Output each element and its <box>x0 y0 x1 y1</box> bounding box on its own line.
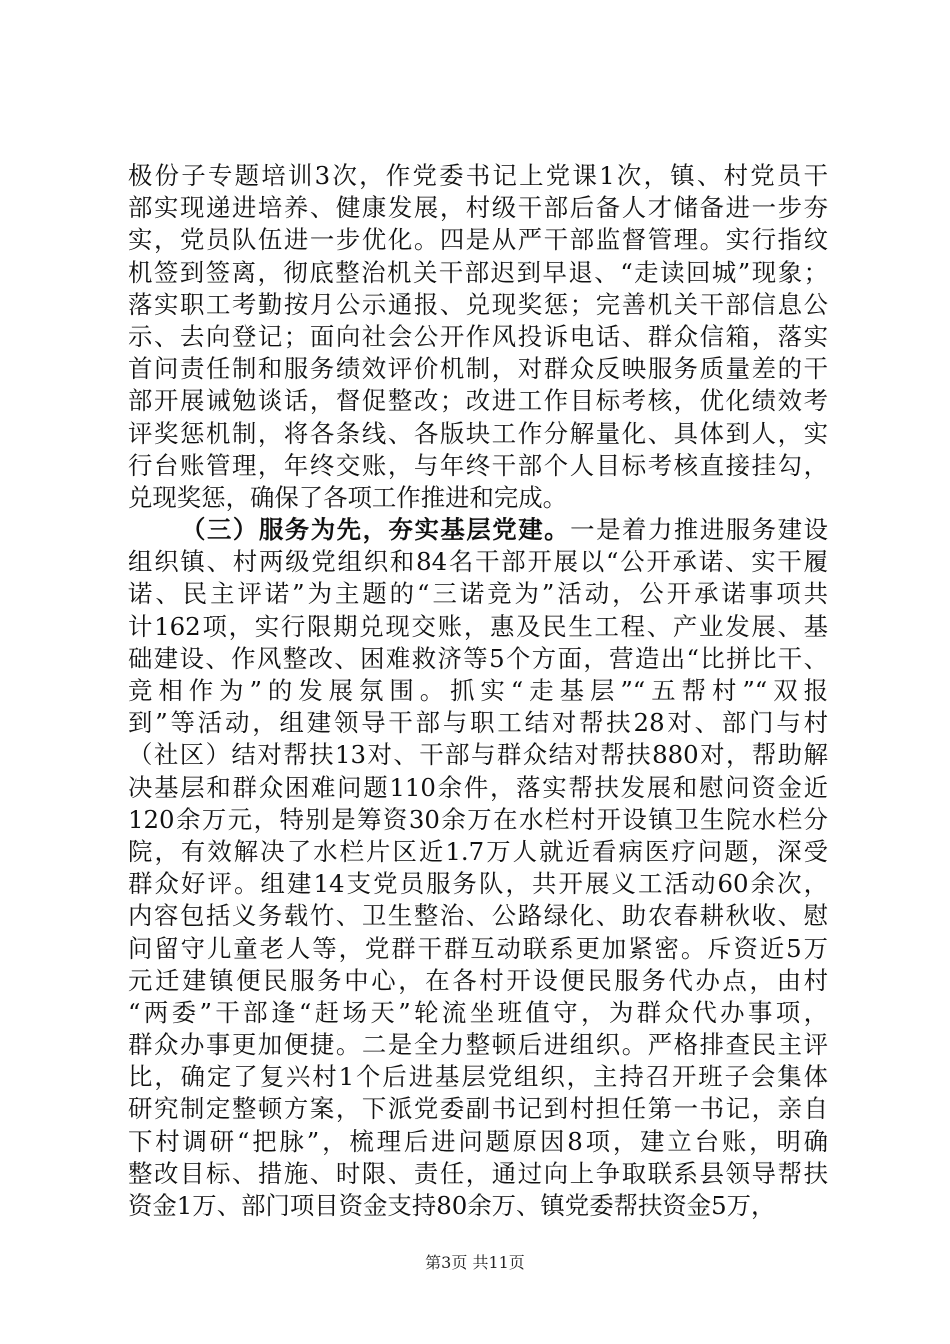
paragraph-1 <box>128 160 828 514</box>
text-line: 计162项，实行限期兑现交账，惠及民生工程、产业发展、基 <box>128 611 828 641</box>
text-line: 竞相作为”的发展氛围。抓实“走基层”“五帮村”“双报 <box>128 676 828 705</box>
text-line: 部开展诫勉谈话，督促整改；改进工作目标考核，优化绩效考 <box>128 386 828 416</box>
text-line: “两委”干部逢“赶场天”轮流坐班值守，为群众代办事项， <box>128 997 828 1027</box>
text-line: 实，党员队伍进一步优化。四是从严干部监督管理。实行指纹 <box>128 225 828 255</box>
page-footer: 第3页 共11页 <box>425 1253 525 1272</box>
text-line: 比，确定了复兴村1个后进基层党组织，主持召开班子会集体 <box>128 1062 828 1092</box>
document-body <box>128 160 828 1222</box>
text-line: 落实职工考勤按月公示通报、兑现奖惩；完善机关干部信息公 <box>128 289 828 319</box>
text-line: 机签到签离，彻底整治机关干部迟到早退、“走读回城”现象； <box>128 257 828 287</box>
text-line: 行台账管理，年终交账，与年终干部个人目标考核直接挂勾， <box>128 450 828 480</box>
text-line: 整改目标、措施、时限、责任，通过向上争取联系县领导帮扶 <box>128 1158 828 1188</box>
text-line: 部实现递进培养、健康发展，村级干部后备人才储备进一步夯 <box>128 193 828 223</box>
text-line: 兑现奖惩，确保了各项工作推进和完成。 <box>128 482 568 512</box>
text-line: （社区）结对帮扶13对、干部与群众结对帮扶880对，帮助解 <box>128 740 828 770</box>
text-line: 院，有效解决了水栏片区近1.7万人就近看病医疗问题，深受 <box>128 836 828 866</box>
text-line: 资金1万、部门项目资金支持80余万、镇党委帮扶资金5万， <box>128 1191 776 1220</box>
text-line: 示、去向登记；面向社会公开作风投诉电话、群众信箱，落实 <box>128 321 828 351</box>
paragraph-2-first-line-text: 一是着力推进服务建设 <box>570 515 828 545</box>
section-heading: （三）服务为先，夯实基层党建。 <box>181 515 571 545</box>
text-line: 120余万元，特别是筹资30余万在水栏村开设镇卫生院水栏分 <box>128 804 828 834</box>
paragraph-2 <box>128 514 828 1222</box>
text-line: 极份子专题培训3次，作党委书记上党课1次，镇、村党员干 <box>128 161 828 190</box>
text-line: 群众好评。组建14支党员服务队，共开展义工活动60余次， <box>128 869 828 899</box>
text-line: 诺、民主评诺”为主题的“三诺竞为”活动，公开承诺事项共 <box>128 579 828 609</box>
text-line: 群众办事更加便捷。二是全力整顿后进组织。严格排查民主评 <box>128 1030 828 1060</box>
text-line: 评奖惩机制，将各条线、各版块工作分解量化、具体到人，实 <box>128 418 828 448</box>
text-line: 元迁建镇便民服务中心，在各村开设便民服务代办点，由村 <box>128 965 828 995</box>
text-line: 研究制定整顿方案，下派党委副书记到村担任第一书记，亲自 <box>128 1094 828 1124</box>
paragraph-2-first-line <box>128 514 828 546</box>
text-line: 首问责任制和服务绩效评价机制，对群众反映服务质量差的干 <box>128 354 828 384</box>
text-line: 础建设、作风整改、困难救济等5个方面，营造出“比拼比干、 <box>128 643 828 673</box>
text-line: 下村调研“把脉”，梳理后进问题原因8项，建立台账，明确 <box>128 1126 828 1156</box>
text-line: 组织镇、村两级党组织和84名干部开展以“公开承诺、实干履 <box>128 547 828 577</box>
text-line: 决基层和群众困难问题110余件，落实帮扶发展和慰问资金近 <box>128 772 828 802</box>
text-line: 问留守儿童老人等，党群干群互动联系更加紧密。斥资近5万 <box>128 933 828 963</box>
text-line: 内容包括义务载竹、卫生整治、公路绿化、助农春耕秋收、慰 <box>128 901 828 931</box>
text-line: 到”等活动，组建领导干部与职工结对帮扶28对、部门与村 <box>128 708 828 738</box>
